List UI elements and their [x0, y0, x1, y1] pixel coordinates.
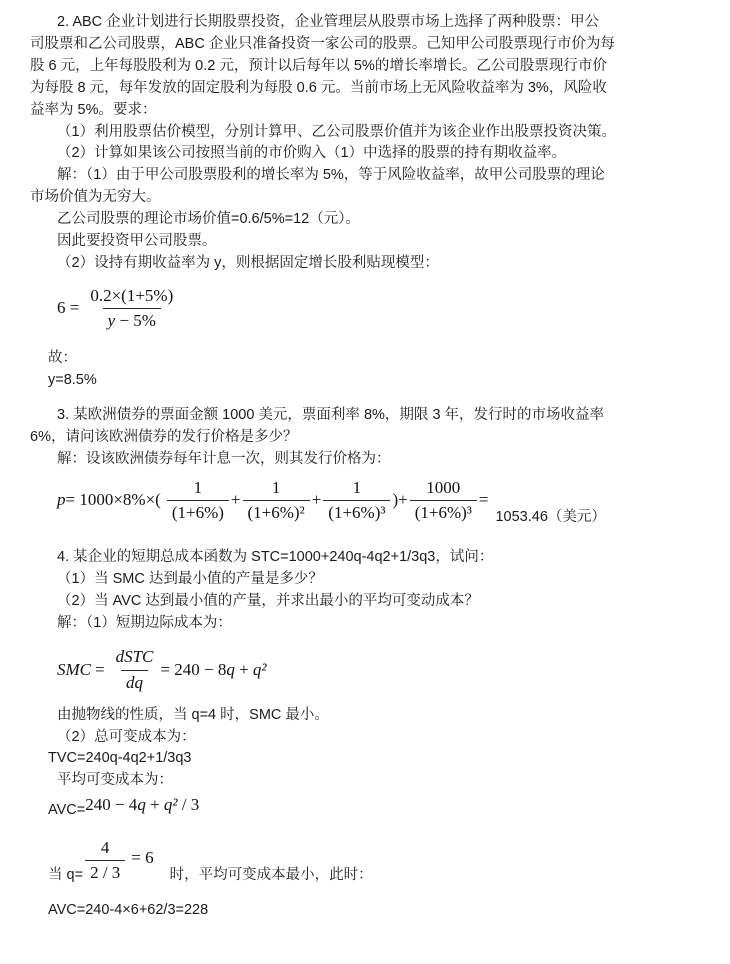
fraction-numerator: 1 — [271, 477, 281, 497]
fraction-year2 — [243, 477, 310, 524]
avc-expression: 240 − 4q + q² / 3 — [85, 795, 200, 815]
q4-avc-intro: 平均可变成本为： — [57, 772, 173, 789]
fraction-numerator: 4 — [100, 838, 110, 858]
q4-subquestion-1: （1）当 SMC 达到最小值的产量是多少？ — [57, 570, 323, 587]
fraction-numerator: 1 — [352, 477, 362, 497]
fraction-denominator: (1+6%)³ — [323, 500, 390, 524]
plus-sign: + — [311, 490, 322, 510]
q4-avc-formula — [48, 795, 700, 820]
q3-problem-line-2: 6%，请问该欧洲债券的发行价格是多少？ — [30, 428, 298, 445]
fraction-denominator: (1+6%)³ — [410, 500, 477, 524]
q3-solution-intro: 解：设该欧洲债券每年计息一次，则其发行价格为： — [57, 450, 391, 467]
q4-qmin-formula — [48, 837, 700, 884]
fraction-numerator: dSTC — [115, 647, 154, 667]
q2-problem-line-2: 司股票和乙公司股票，ABC 企业只准备投资一家公司的股票。己知甲公司股票现行市价为每 — [30, 35, 615, 52]
q2-requirement-2: （2）计算如果该公司按照当前的市价购入（1）中选择的股票的持有期收益率。 — [57, 145, 567, 162]
q4-tvc-intro: （2）总可变成本为： — [57, 728, 196, 745]
q2-problem-line-1: 2. ABC 企业计划进行长期股票投资，企业管理层从股票市场上选择了两种股票：甲公 — [57, 14, 600, 30]
q2-problem-line-3: 股 6 元，上年每股股利为 0.2 元，预计以后每年以 5%的增长率增长。乙公司股票现行市价 — [30, 57, 607, 74]
equals-six: = 6 — [131, 847, 154, 867]
smc-expression: = 240 − 8q + q² — [160, 660, 267, 679]
plus-sign: + — [230, 490, 241, 510]
q2-solution-line-2: 市场价值为无穷大。 — [30, 189, 161, 206]
derivative-fraction — [111, 646, 159, 693]
qmin-fraction — [85, 837, 125, 884]
q3-price-result: 1053.46（美元） — [495, 508, 606, 525]
fraction-numerator: 0.2×(1+5%) — [90, 285, 174, 305]
q2-part2-setup: （2）设持有期收益率为 y，则根据固定增长股利贴现模型： — [57, 254, 439, 271]
fraction-year1 — [167, 477, 229, 524]
fraction-year3 — [323, 477, 390, 524]
avc-label: AVC= — [48, 802, 86, 819]
q2-yield-result: y=8.5% — [48, 371, 97, 388]
q4-parabola-note: 由抛物线的性质，当 q=4 时，SMC 最小。 — [57, 706, 329, 723]
q2-dividend-discount-formula — [57, 285, 700, 332]
q3-problem-line-1: 3. 某欧洲债券的票面金额 1000 美元，票面利率 8%，期限 3 年，发行时的市场收益率 — [57, 406, 605, 423]
q4-tvc-equation: TVC=240q-4q2+1/3q3 — [48, 750, 192, 767]
q4-final-avc-result: AVC=240-4×6+62/3=228 — [48, 902, 209, 919]
fraction-denominator: dq — [121, 670, 148, 694]
fraction-numerator: 1000 — [426, 477, 461, 497]
fraction-principal — [410, 477, 477, 524]
q2-investment-decision: 因此要投资甲公司股票。 — [57, 233, 217, 250]
q3-bond-price-formula — [57, 477, 700, 524]
q4-problem-line: 4. 某企业的短期总成本函数为 STC=1000+240q-4q2+1/3q3，试问： — [57, 548, 494, 565]
fraction-denominator: 2 / 3 — [85, 860, 125, 884]
fraction-denominator: (1+6%) — [167, 500, 229, 524]
q4-solution-intro: 解：（1）短期边际成本为： — [57, 614, 232, 631]
qmin-prefix: 当 q= — [48, 867, 84, 884]
q2-company-b-value: 乙公司股票的理论市场价值=0.6/5%=12（元）。 — [57, 211, 360, 228]
qmin-conclusion-text: 时，平均可变成本最小，此时： — [169, 867, 373, 884]
equals-sign: = — [478, 490, 489, 510]
fraction — [85, 285, 178, 332]
fraction-numerator: 1 — [193, 477, 203, 497]
q2-problem-line-5: 益率为 5%。要求： — [30, 101, 157, 118]
formula-prefix: = 1000×8%×( — [65, 490, 161, 510]
q2-problem-line-4: 为每股 8 元，每年发放的固定股利为每股 0.6 元。当前市场上无风险收益率为 3%，风险收 — [30, 79, 607, 96]
fraction-denominator: (1+6%)² — [243, 500, 310, 524]
q2-therefore-label: 故： — [48, 350, 77, 367]
equals-sign: = — [95, 660, 105, 679]
q2-requirement-1: （1）利用股票估价模型，分别计算甲、乙公司股票价值并为该企业作出股票投资决策。 — [57, 123, 617, 140]
formula-variable-smc: SMC — [57, 660, 91, 679]
q2-solution-line-1: 解：（1）由于甲公司股票股利的增长率为 5%，等于风险收益率，故甲公司股票的理论 — [57, 167, 605, 184]
formula-variable-p: p — [57, 490, 66, 510]
close-paren-plus: )+ — [392, 490, 408, 510]
fraction-denominator: y − 5% — [103, 308, 161, 332]
q4-smc-formula — [57, 646, 700, 693]
formula-lhs: 6 = — [57, 298, 80, 318]
q4-subquestion-2: （2）当 AVC 达到最小值的产量，并求出最小的平均可变动成本？ — [57, 592, 479, 609]
